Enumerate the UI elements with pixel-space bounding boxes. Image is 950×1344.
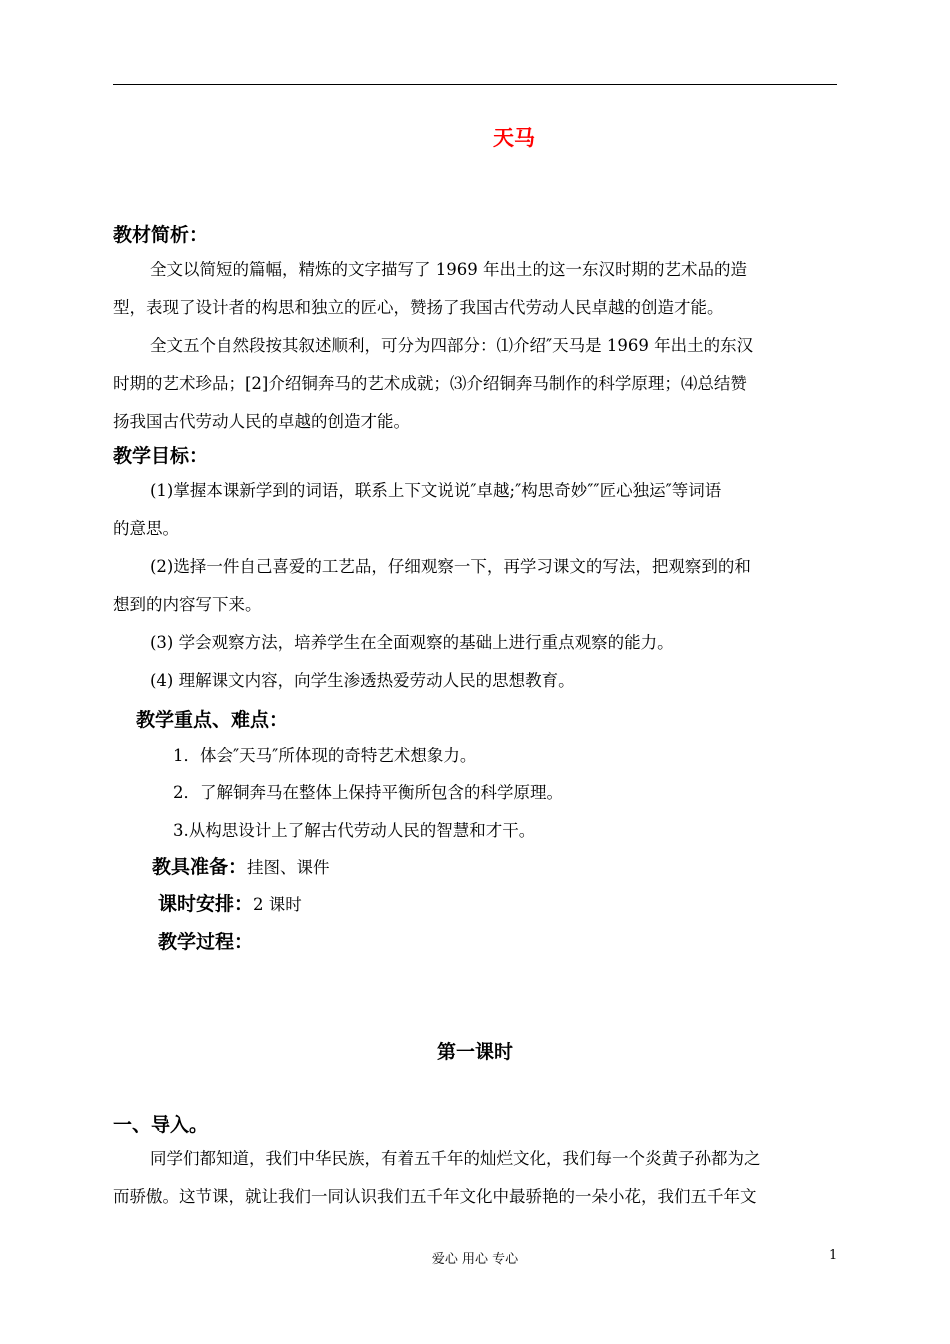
schedule-label: 课时安排： bbox=[158, 893, 254, 915]
page-title: 天马 bbox=[493, 125, 535, 150]
page-number: 1 bbox=[829, 1248, 838, 1263]
text-line: 扬我国古代劳动人民的卓越的创造才能。 bbox=[113, 412, 410, 431]
text-line: 而骄傲。这节课，就让我们一同认识我们五千年文化中最骄艳的一朵小花，我们五千年文 bbox=[113, 1187, 757, 1206]
section-heading-material-analysis: 教材简析： bbox=[113, 224, 209, 246]
tools-label: 教具准备： bbox=[152, 856, 248, 878]
lesson-heading: 第一课时 bbox=[436, 1041, 513, 1063]
key-point-1: 1．体会″天马″所体现的奇特艺术想象力。 bbox=[173, 746, 477, 765]
key-point-2: 2．了解铜奔马在整体上保持平衡所包含的科学原理。 bbox=[173, 783, 563, 802]
goal-1 bbox=[113, 472, 838, 548]
key-point-3: 3.从构思设计上了解古代劳动人民的智慧和才干。 bbox=[173, 821, 536, 840]
text-line: 时期的艺术珍品；[2]介绍铜奔马的艺术成就；⑶介绍铜奔马制作的科学原理；⑷总结赞 bbox=[113, 374, 747, 393]
text-line: (2)选择一件自己喜爱的工艺品，仔细观察一下，再学习课文的写法，把观察到的和 bbox=[150, 557, 751, 576]
goal-2 bbox=[113, 548, 838, 624]
text-line: 同学们都知道，我们中华民族，有着五千年的灿烂文化，我们每一个炎黄子孙都为之 bbox=[150, 1149, 761, 1168]
footer-motto: 爱心 用心 专心 bbox=[431, 1252, 519, 1267]
tools-value: 挂图、课件 bbox=[247, 858, 330, 877]
paragraph-material-1 bbox=[113, 251, 838, 327]
text-line: (1)掌握本课新学到的词语，联系上下文说说″卓越;″构思奇妙″″匠心独运″等词语 bbox=[150, 481, 722, 500]
intro-heading: 一、导入。 bbox=[113, 1114, 209, 1136]
section-heading-key-points: 教学重点、难点： bbox=[136, 709, 289, 731]
intro-paragraph bbox=[113, 1140, 838, 1216]
tools-line bbox=[152, 852, 330, 879]
paragraph-material-2 bbox=[113, 327, 838, 441]
header-rule bbox=[113, 84, 837, 85]
schedule-value: 2 课时 bbox=[253, 895, 302, 914]
goal-3: (3) 学会观察方法，培养学生在全面观察的基础上进行重点观察的能力。 bbox=[150, 633, 674, 652]
goal-4: (4) 理解课文内容，向学生渗透热爱劳动人民的思想教育。 bbox=[150, 671, 575, 690]
text-line: 的意思。 bbox=[113, 519, 179, 538]
text-line: 全文五个自然段按其叙述顺利，可分为四部分：⑴介绍″天马是 1969 年出土的东汉 bbox=[150, 336, 754, 355]
text-line: 全文以简短的篇幅，精炼的文字描写了 1969 年出土的这一东汉时期的艺术品的造 bbox=[150, 260, 747, 279]
text-line: 型，表现了设计者的构思和独立的匠心，赞扬了我国古代劳动人民卓越的创造才能。 bbox=[113, 298, 724, 317]
schedule-line bbox=[158, 889, 302, 916]
process-heading: 教学过程： bbox=[158, 931, 254, 953]
text-line: 想到的内容写下来。 bbox=[113, 595, 262, 614]
section-heading-teaching-goals: 教学目标： bbox=[113, 445, 209, 467]
